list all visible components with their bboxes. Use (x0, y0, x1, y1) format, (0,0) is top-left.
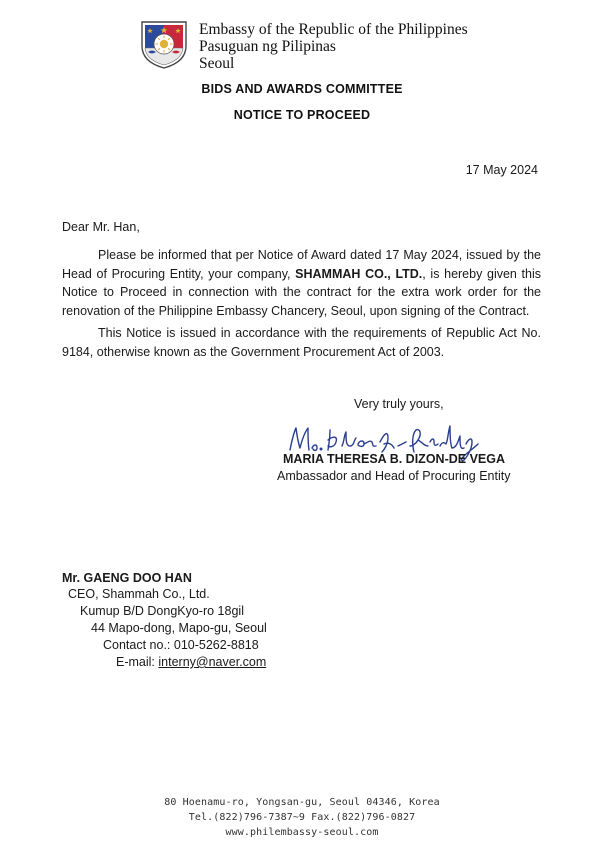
recipient-address-line-2: 44 Mapo-dong, Mapo-gu, Seoul (91, 621, 267, 635)
letterhead-line-2: Pasuguan ng Pilipinas (199, 38, 336, 55)
paragraph-1-after: , is hereby given this Notice to Proceed in connection with the contract for the extra work order for the renovation of the Philippine Embassy Chancery, Seoul, upon signing of the Contract. (62, 266, 541, 318)
company-name: SHAMMAH CO., LTD. (295, 266, 423, 281)
recipient-email-line (116, 654, 266, 671)
email-link[interactable]: interny@naver.com (158, 655, 267, 669)
recipient-title: CEO, Shammah Co., Ltd. (68, 587, 210, 601)
committee-heading: BIDS AND AWARDS COMMITTEE (201, 82, 403, 96)
recipient-contact: Contact no.: 010-5262-8818 (103, 638, 259, 652)
salutation: Dear Mr. Han, (62, 220, 140, 234)
philippine-seal-icon (138, 16, 190, 70)
email-label: E-mail: (116, 655, 159, 669)
paragraph-1 (62, 246, 541, 320)
recipient-name: Mr. GAENG DOO HAN (62, 571, 192, 585)
letterhead-line-1: Embassy of the Republic of the Philippines (199, 21, 468, 38)
footer-phone: Tel.(822)796-7387~9 Fax.(822)796-0827 (188, 812, 416, 823)
notice-heading: NOTICE TO PROCEED (233, 108, 371, 122)
signer-name: MARIA THERESA B. DIZON-DE VEGA (283, 452, 505, 466)
letterhead-line-3: Seoul (199, 55, 235, 72)
footer-website[interactable]: www.philembassy-seoul.com (225, 827, 379, 838)
footer-address: 80 Hoenamu-ro, Yongsan-gu, Seoul 04346, Korea (164, 797, 440, 808)
paragraph-1-before: Please be informed that per Notice of Award dated 17 May 2024, issued by the Head of Procuring Entity, your company, (62, 248, 541, 281)
recipient-address-line-1: Kumup B/D DongKyo-ro 18gil (80, 604, 244, 618)
closing: Very truly yours, (354, 397, 444, 411)
signer-title: Ambassador and Head of Procuring Entity (277, 469, 511, 483)
paragraph-2: This Notice is issued in accordance with the requirements of Republic Act No. 9184, otherwise known as the Government Procurement Act of 2003. (62, 326, 541, 359)
letter-date: 17 May 2024 (465, 163, 538, 177)
